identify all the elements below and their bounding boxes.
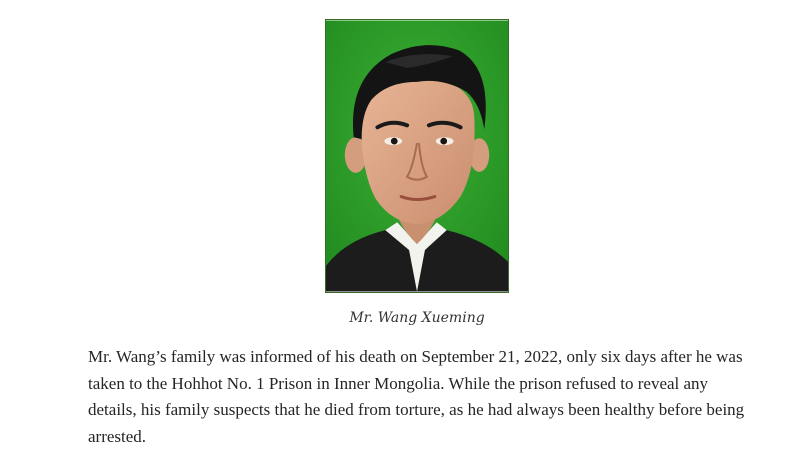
portrait-illustration <box>326 20 508 292</box>
portrait-photo <box>325 19 509 293</box>
photo-caption: Mr. Wang Xueming <box>349 310 485 326</box>
article-paragraph: Mr. Wang’s family was informed of his death on September 21, 2022, only six days after he was taken to the Hohhot No. 1 Prison in Inner Mongolia. While the prison refused to reveal any details, his family suspects that he died from torture, as he had always been healthy before being arrested. <box>88 347 745 446</box>
